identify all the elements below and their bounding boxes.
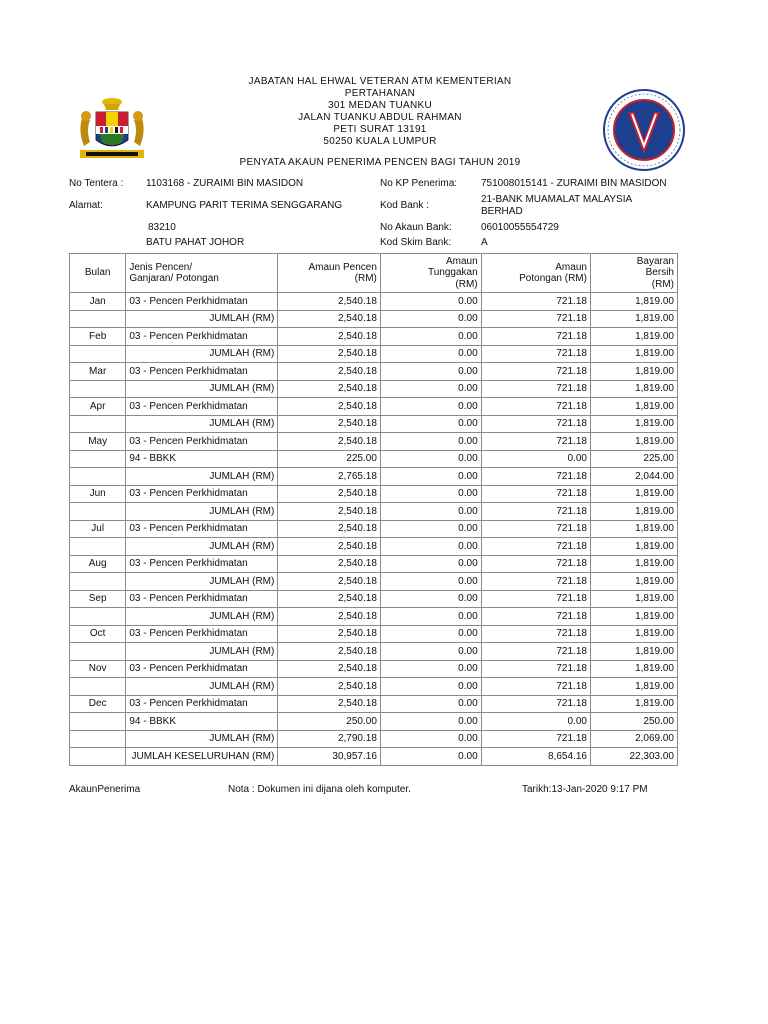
cell-bulan <box>70 713 126 731</box>
cell-amaun-pencen: 2,540.18 <box>278 608 381 626</box>
cell-jenis: 03 - Pencen Perkhidmatan <box>126 433 278 451</box>
footer-akaun-penerima: AkaunPenerima <box>69 784 141 795</box>
cell-amaun-pencen: 2,540.18 <box>278 415 381 433</box>
cell-amaun-pencen: 250.00 <box>278 713 381 731</box>
cell-bulan: Jun <box>70 485 126 503</box>
kod-bank-label: Kod Bank : <box>380 200 429 211</box>
no-akaun-value: 06010055554729 <box>481 222 559 233</box>
cell-tunggakan: 0.00 <box>380 555 481 573</box>
cell-amaun-pencen: 2,540.18 <box>278 643 381 661</box>
kod-skim-label: Kod Skim Bank: <box>380 237 452 248</box>
grand-total-potongan: 8,654.16 <box>481 748 590 766</box>
cell-jenis: 03 - Pencen Perkhidmatan <box>126 398 278 416</box>
grand-total-tunggakan: 0.00 <box>380 748 481 766</box>
cell-tunggakan: 0.00 <box>380 380 481 398</box>
cell-amaun-pencen: 2,540.18 <box>278 660 381 678</box>
cell-bulan <box>70 503 126 521</box>
table-row <box>70 555 678 573</box>
table-row <box>70 695 678 713</box>
header-bulan: Bulan <box>70 254 126 293</box>
cell-potongan: 721.18 <box>481 695 590 713</box>
veteran-logo-icon <box>602 88 686 172</box>
header-amaun-pencen: Amaun Pencen (RM) <box>278 254 381 293</box>
table-row <box>70 433 678 451</box>
cell-potongan: 721.18 <box>481 398 590 416</box>
header-line: JALAN TUANKU ABDUL RAHMAN <box>298 112 462 123</box>
table-row <box>70 573 678 591</box>
alamat-line-2: 83210 <box>148 222 176 233</box>
cell-bulan <box>70 310 126 328</box>
cell-bayaran: 1,819.00 <box>590 503 677 521</box>
alamat-line-3: BATU PAHAT JOHOR <box>146 237 245 248</box>
table-row <box>70 328 678 346</box>
cell-tunggakan: 0.00 <box>380 293 481 311</box>
cell-bulan: Feb <box>70 328 126 346</box>
header-line: 50250 KUALA LUMPUR <box>323 136 437 147</box>
cell-tunggakan: 0.00 <box>380 660 481 678</box>
cell-potongan: 721.18 <box>481 643 590 661</box>
no-akaun-label: No Akaun Bank: <box>380 222 452 233</box>
grand-total-row <box>70 748 678 766</box>
cell-potongan: 721.18 <box>481 345 590 363</box>
cell-potongan: 721.18 <box>481 485 590 503</box>
cell-jenis: JUMLAH (RM) <box>126 415 278 433</box>
cell-bayaran: 1,819.00 <box>590 590 677 608</box>
grand-total-bayaran: 22,303.00 <box>590 748 677 766</box>
cell-tunggakan: 0.00 <box>380 415 481 433</box>
no-tentera-label: No Tentera : <box>69 178 124 189</box>
cell-bulan: Aug <box>70 555 126 573</box>
cell-bulan: Sep <box>70 590 126 608</box>
table-row <box>70 363 678 381</box>
header-line: PERTAHANAN <box>344 88 416 99</box>
cell-bayaran: 250.00 <box>590 713 677 731</box>
cell-jenis: 94 - BBKK <box>126 450 278 468</box>
cell-tunggakan: 0.00 <box>380 520 481 538</box>
cell-bayaran: 1,819.00 <box>590 310 677 328</box>
table-row <box>70 345 678 363</box>
cell-potongan: 721.18 <box>481 415 590 433</box>
department-header <box>180 76 580 148</box>
table-header-row <box>70 254 678 293</box>
cell-tunggakan: 0.00 <box>380 398 481 416</box>
cell-potongan: 721.18 <box>481 573 590 591</box>
cell-tunggakan: 0.00 <box>380 538 481 556</box>
header-jenis: Jenis Pencen/ Ganjaran/ Potongan <box>126 254 278 293</box>
header-line: 301 MEDAN TUANKU <box>327 100 433 111</box>
cell-bulan <box>70 450 126 468</box>
cell-tunggakan: 0.00 <box>380 363 481 381</box>
cell-bulan: May <box>70 433 126 451</box>
cell-amaun-pencen: 2,540.18 <box>278 503 381 521</box>
cell-tunggakan: 0.00 <box>380 328 481 346</box>
table-row <box>70 415 678 433</box>
cell-bayaran: 1,819.00 <box>590 520 677 538</box>
table-row <box>70 450 678 468</box>
cell-amaun-pencen: 225.00 <box>278 450 381 468</box>
cell-tunggakan: 0.00 <box>380 450 481 468</box>
table-row <box>70 660 678 678</box>
cell-bayaran: 1,819.00 <box>590 328 677 346</box>
header-line: JABATAN HAL EHWAL VETERAN ATM KEMENTERIAN <box>248 76 512 87</box>
cell-amaun-pencen: 2,540.18 <box>278 520 381 538</box>
table-row <box>70 293 678 311</box>
cell-bayaran: 1,819.00 <box>590 660 677 678</box>
cell-amaun-pencen: 2,540.18 <box>278 538 381 556</box>
footer-nota: Nota : Dokumen ini dijana oleh komputer. <box>228 784 411 795</box>
cell-potongan: 721.18 <box>481 555 590 573</box>
cell-amaun-pencen: 2,540.18 <box>278 363 381 381</box>
cell-tunggakan: 0.00 <box>380 310 481 328</box>
cell-bayaran: 1,819.00 <box>590 643 677 661</box>
cell-jenis: JUMLAH (RM) <box>126 310 278 328</box>
table-row <box>70 625 678 643</box>
cell-potongan: 721.18 <box>481 293 590 311</box>
footer-tarikh: Tarikh:13-Jan-2020 9:17 PM <box>522 784 648 795</box>
cell-amaun-pencen: 2,540.18 <box>278 678 381 696</box>
no-kp-label: No KP Penerima: <box>380 178 458 189</box>
cell-tunggakan: 0.00 <box>380 730 481 748</box>
cell-bulan <box>70 345 126 363</box>
cell-potongan: 721.18 <box>481 590 590 608</box>
cell-jenis: 03 - Pencen Perkhidmatan <box>126 695 278 713</box>
cell-jenis: JUMLAH (RM) <box>126 678 278 696</box>
table-row <box>70 590 678 608</box>
cell-jenis: JUMLAH (RM) <box>126 573 278 591</box>
cell-bulan: Nov <box>70 660 126 678</box>
cell-amaun-pencen: 2,540.18 <box>278 328 381 346</box>
cell-amaun-pencen: 2,540.18 <box>278 380 381 398</box>
cell-tunggakan: 0.00 <box>380 503 481 521</box>
table-row <box>70 468 678 486</box>
cell-amaun-pencen: 2,540.18 <box>278 293 381 311</box>
table-row <box>70 713 678 731</box>
alamat-label: Alamat: <box>69 200 103 211</box>
cell-amaun-pencen: 2,540.18 <box>278 433 381 451</box>
cell-bulan <box>70 468 126 486</box>
cell-jenis: 03 - Pencen Perkhidmatan <box>126 485 278 503</box>
cell-tunggakan: 0.00 <box>380 590 481 608</box>
grand-total-label: JUMLAH KESELURUHAN (RM) <box>126 748 278 766</box>
cell-potongan: 721.18 <box>481 625 590 643</box>
header-amaun-potongan: Amaun Potongan (RM) <box>481 254 590 293</box>
cell-bayaran: 1,819.00 <box>590 695 677 713</box>
cell-tunggakan: 0.00 <box>380 485 481 503</box>
cell-potongan: 721.18 <box>481 380 590 398</box>
cell-tunggakan: 0.00 <box>380 695 481 713</box>
cell-jenis: 03 - Pencen Perkhidmatan <box>126 520 278 538</box>
cell-bayaran: 1,819.00 <box>590 538 677 556</box>
cell-potongan: 721.18 <box>481 678 590 696</box>
cell-jenis: 03 - Pencen Perkhidmatan <box>126 293 278 311</box>
cell-jenis: JUMLAH (RM) <box>126 608 278 626</box>
cell-jenis: 03 - Pencen Perkhidmatan <box>126 590 278 608</box>
cell-bulan <box>70 730 126 748</box>
cell-bulan: Apr <box>70 398 126 416</box>
cell-bayaran: 1,819.00 <box>590 380 677 398</box>
cell-bayaran: 2,044.00 <box>590 468 677 486</box>
cell-bulan <box>70 573 126 591</box>
cell-bulan: Jul <box>70 520 126 538</box>
cell-tunggakan: 0.00 <box>380 433 481 451</box>
cell-tunggakan: 0.00 <box>380 345 481 363</box>
cell-bulan <box>70 380 126 398</box>
cell-bulan: Oct <box>70 625 126 643</box>
jata-negara-crest-icon <box>74 96 150 164</box>
cell-jenis: JUMLAH (RM) <box>126 468 278 486</box>
cell-bayaran: 1,819.00 <box>590 608 677 626</box>
cell-potongan: 721.18 <box>481 328 590 346</box>
cell-tunggakan: 0.00 <box>380 608 481 626</box>
cell-bayaran: 1,819.00 <box>590 293 677 311</box>
cell-amaun-pencen: 2,540.18 <box>278 555 381 573</box>
cell-amaun-pencen: 2,540.18 <box>278 695 381 713</box>
cell-bulan <box>70 678 126 696</box>
cell-jenis: JUMLAH (RM) <box>126 503 278 521</box>
table-row <box>70 503 678 521</box>
cell-bayaran: 1,819.00 <box>590 433 677 451</box>
cell-tunggakan: 0.00 <box>380 573 481 591</box>
cell-jenis: 03 - Pencen Perkhidmatan <box>126 363 278 381</box>
cell-jenis: 03 - Pencen Perkhidmatan <box>126 625 278 643</box>
cell-jenis: 03 - Pencen Perkhidmatan <box>126 328 278 346</box>
cell-bayaran: 1,819.00 <box>590 625 677 643</box>
grand-total-amaun: 30,957.16 <box>278 748 381 766</box>
kod-bank-line-1: 21-BANK MUAMALAT MALAYSIA <box>481 194 633 205</box>
cell-amaun-pencen: 2,540.18 <box>278 625 381 643</box>
table-row <box>70 520 678 538</box>
cell-potongan: 721.18 <box>481 538 590 556</box>
cell-bayaran: 1,819.00 <box>590 485 677 503</box>
cell-bulan: Dec <box>70 695 126 713</box>
table-row <box>70 380 678 398</box>
cell-jenis: 03 - Pencen Perkhidmatan <box>126 660 278 678</box>
cell-potongan: 721.18 <box>481 660 590 678</box>
pension-statement-table <box>69 253 678 766</box>
cell-bulan <box>70 643 126 661</box>
cell-jenis: 03 - Pencen Perkhidmatan <box>126 555 278 573</box>
cell-potongan: 721.18 <box>481 730 590 748</box>
header-amaun-tunggakan: Amaun Tunggakan (RM) <box>380 254 481 293</box>
cell-bayaran: 1,819.00 <box>590 678 677 696</box>
cell-bulan <box>70 538 126 556</box>
table-row <box>70 485 678 503</box>
cell-bulan: Jan <box>70 293 126 311</box>
no-tentera-value: 1103168 - ZURAIMI BIN MASIDON <box>146 178 304 189</box>
cell-potongan: 721.18 <box>481 363 590 381</box>
cell-bayaran: 1,819.00 <box>590 363 677 381</box>
cell-amaun-pencen: 2,765.18 <box>278 468 381 486</box>
header-line: PETI SURAT 13191 <box>333 124 427 135</box>
cell-bayaran: 1,819.00 <box>590 555 677 573</box>
header-bayaran-bersih: Bayaran Bersih (RM) <box>590 254 677 293</box>
kod-bank-line-2: BERHAD <box>481 206 523 217</box>
cell-bayaran: 1,819.00 <box>590 415 677 433</box>
table-row <box>70 678 678 696</box>
cell-amaun-pencen: 2,540.18 <box>278 310 381 328</box>
cell-tunggakan: 0.00 <box>380 625 481 643</box>
table-row <box>70 730 678 748</box>
cell-tunggakan: 0.00 <box>380 643 481 661</box>
cell-bulan: Mar <box>70 363 126 381</box>
alamat-line-1: KAMPUNG PARIT TERIMA SENGGARANG <box>146 200 343 211</box>
table-row <box>70 643 678 661</box>
cell-bulan <box>70 608 126 626</box>
table-row <box>70 398 678 416</box>
cell-potongan: 721.18 <box>481 433 590 451</box>
table-row <box>70 608 678 626</box>
statement-title: PENYATA AKAUN PENERIMA PENCEN BAGI TAHUN 2019 <box>239 157 521 168</box>
cell-tunggakan: 0.00 <box>380 713 481 731</box>
cell-potongan: 0.00 <box>481 713 590 731</box>
table-row <box>70 538 678 556</box>
cell-bayaran: 1,819.00 <box>590 345 677 363</box>
cell-bayaran: 1,819.00 <box>590 398 677 416</box>
cell-jenis: JUMLAH (RM) <box>126 538 278 556</box>
kod-skim-value: A <box>481 237 488 248</box>
cell-amaun-pencen: 2,540.18 <box>278 573 381 591</box>
cell-potongan: 0.00 <box>481 450 590 468</box>
cell-potongan: 721.18 <box>481 503 590 521</box>
cell-potongan: 721.18 <box>481 608 590 626</box>
cell-potongan: 721.18 <box>481 520 590 538</box>
cell-jenis: JUMLAH (RM) <box>126 380 278 398</box>
cell-bayaran: 1,819.00 <box>590 573 677 591</box>
cell-bayaran: 2,069.00 <box>590 730 677 748</box>
cell-jenis: JUMLAH (RM) <box>126 643 278 661</box>
cell-jenis: 94 - BBKK <box>126 713 278 731</box>
cell-jenis: JUMLAH (RM) <box>126 730 278 748</box>
cell-amaun-pencen: 2,790.18 <box>278 730 381 748</box>
cell-jenis: JUMLAH (RM) <box>126 345 278 363</box>
cell-amaun-pencen: 2,540.18 <box>278 590 381 608</box>
cell-potongan: 721.18 <box>481 468 590 486</box>
table-row <box>70 310 678 328</box>
cell-tunggakan: 0.00 <box>380 678 481 696</box>
cell-bulan <box>70 415 126 433</box>
cell-amaun-pencen: 2,540.18 <box>278 485 381 503</box>
cell-potongan: 721.18 <box>481 310 590 328</box>
no-kp-value: 751008015141 - ZURAIMI BIN MASIDON <box>481 178 667 189</box>
cell-amaun-pencen: 2,540.18 <box>278 345 381 363</box>
cell-bayaran: 225.00 <box>590 450 677 468</box>
cell-tunggakan: 0.00 <box>380 468 481 486</box>
cell-amaun-pencen: 2,540.18 <box>278 398 381 416</box>
